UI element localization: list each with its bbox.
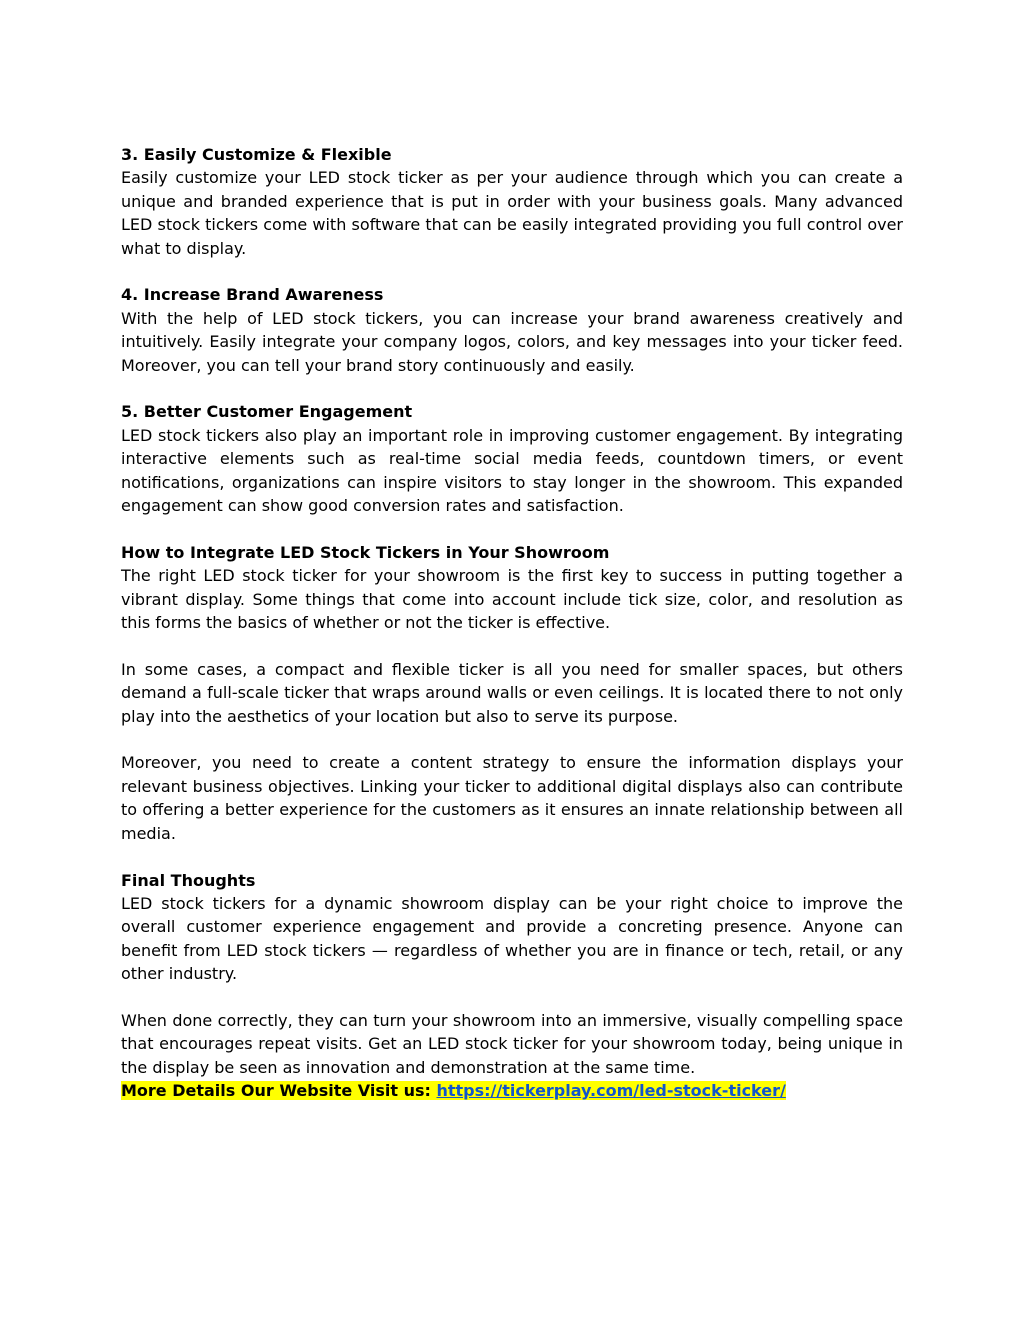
paragraph-spacer (121, 845, 903, 868)
cta-label: More Details Our Website Visit us: (121, 1081, 437, 1101)
paragraph-spacer (121, 260, 903, 283)
website-cta (121, 1079, 903, 1102)
section-paragraph: With the help of LED stock tickers, you can increase your brand awareness creatively and intuitively. Easily integrate your company logos, colors, and key messages into your ticker feed. Moreover, you can tell your brand story continuously and easily. (121, 308, 903, 375)
paragraph-spacer (121, 728, 903, 751)
paragraph-spacer (121, 517, 903, 540)
section-heading-customize: 3. Easily Customize & Flexible (121, 145, 392, 164)
section-paragraph: Moreover, you need to create a content strategy to ensure the information displays your relevant business objectives. Linking your ticker to additional digital displays also can contribute to offering a better experience for the customers as it ensures an innate relationship between all media. (121, 753, 903, 843)
paragraph-spacer (121, 986, 903, 1009)
paragraph-spacer (121, 634, 903, 657)
section-paragraph: The right LED stock ticker for your showroom is the first key to success in putting together a vibrant display. Some things that come into account include tick size, color, and resolution as this forms the basics of whether or not the ticker is effective. (121, 566, 903, 633)
website-link[interactable]: https://tickerplay.com/led-stock-ticker/ (436, 1081, 786, 1101)
document-page (121, 143, 903, 1103)
section-heading-brand-awareness: 4. Increase Brand Awareness (121, 285, 384, 305)
section-paragraph: LED stock tickers also play an important role in improving customer engagement. By integrating interactive elements such as real-time social media feeds, countdown timers, or event notifications, organizations can inspire visitors to stay longer in the showroom. This expanded engagement can show good conversion rates and satisfaction. (121, 425, 903, 516)
section-paragraph: LED stock tickers for a dynamic showroom display can be your right choice to improve the overall customer experience engagement and provide a concreting presence. Anyone can benefit from LED stock tickers — regardless of whether you are in finance or tech, retail, or any other industry. (121, 893, 903, 984)
section-heading-customer-engagement: 5. Better Customer Engagement (121, 402, 413, 422)
section-paragraph: When done correctly, they can turn your showroom into an immersive, visually compelling space that encourages repeat visits. Get an LED stock ticker for your showroom today, being unique in the display be seen as innovation and demonstration at the same time. (121, 1010, 903, 1077)
section-paragraph: Easily customize your LED stock ticker as per your audience through which you can create a unique and branded experience that is put in order with your business goals. Many advanced LED stock tickers come with software that can be easily integrated providing you full control over what to display. (121, 168, 903, 258)
section-heading-how-to-integrate: How to Integrate LED Stock Tickers in Your Showroom (121, 542, 610, 562)
section-heading-final-thoughts: Final Thoughts (121, 870, 256, 890)
paragraph-spacer (121, 377, 903, 400)
section-paragraph: In some cases, a compact and flexible ticker is all you need for smaller spaces, but others demand a full-scale ticker that wraps around walls or even ceilings. It is located there to not only play into the aesthetics of your location but also to serve its purpose. (121, 659, 903, 726)
